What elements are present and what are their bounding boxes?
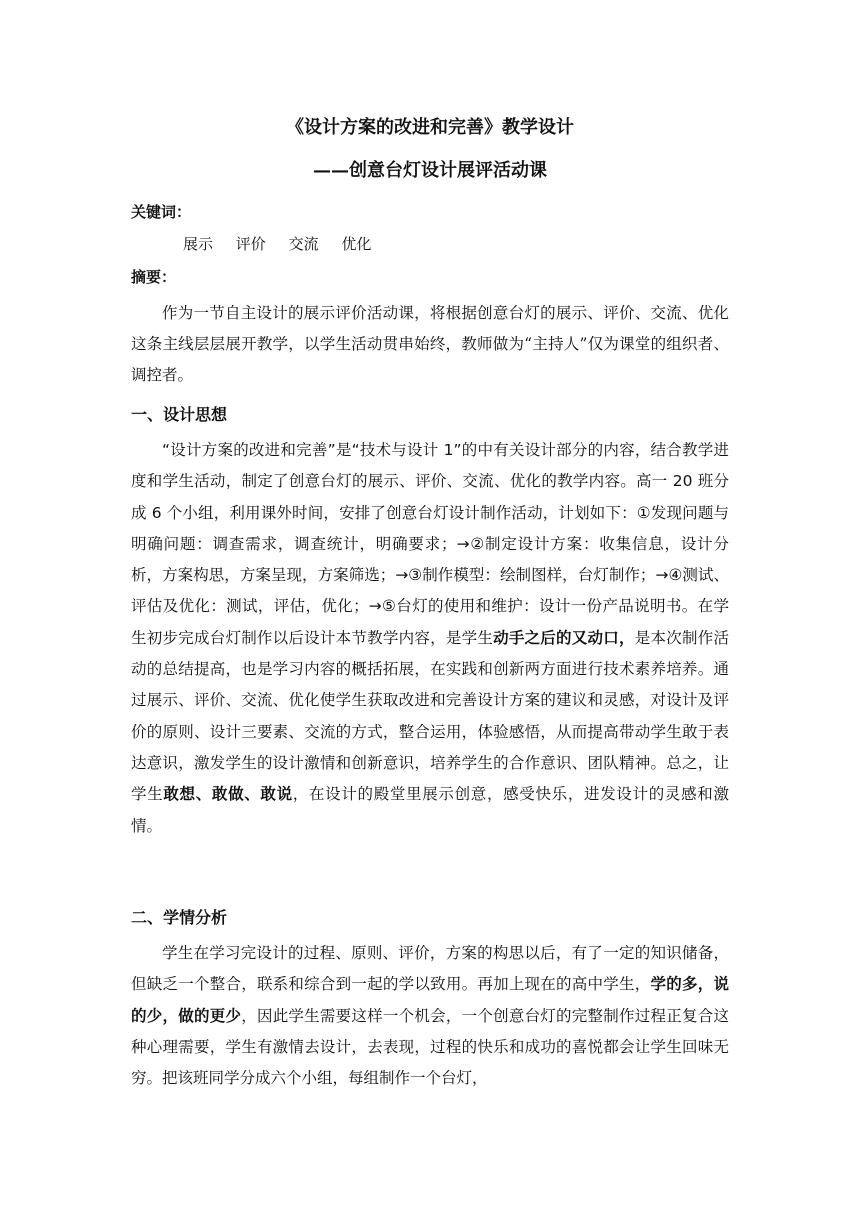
keyword-item: 评价	[235, 235, 266, 253]
body-text: 是本次制作活动的总结提高，也是学习内容的概括拓展，在实践和创新两方面进行技术素养培养。通过展示、评价、交流、优化使学生获取改进和完善设计方案的建议和灵感，对设计及评价的原则、设计三要素、交流的方式，整合运用，体验感悟，从而提高带动学生敢于表达意识，激发学生的设计激情和创新意识，培养学生的合作意识、团队精神。总之，让学生	[131, 628, 729, 804]
body-text: 学生在学习完设计的过程、原则、评价，方案的构思以后，有了一定的知识储备，但缺乏一个整合，联系和综合到一起的学以致用。再加上现在的高中学生，	[131, 944, 729, 994]
emphasis-text: 学的多，说的少，做的更少	[131, 975, 729, 1025]
emphasis-text: 动手之后的又动口，	[493, 628, 635, 647]
document-subtitle: ——创意台灯设计展评活动课	[313, 160, 547, 181]
section-body-student-analysis	[131, 938, 729, 1094]
section-heading-student-analysis: 二、学情分析	[131, 908, 228, 927]
keyword-item: 优化	[341, 235, 372, 253]
section-body-design-idea	[131, 435, 729, 842]
emphasis-text: 敢想、敢做、敢说	[163, 785, 293, 804]
section-heading-design-idea: 一、设计思想	[131, 405, 228, 424]
body-text: ，在设计的殿堂里展示创意，感受快乐，进发设计的灵感和激情。	[131, 785, 729, 835]
keywords-label: 关键词：	[131, 203, 192, 221]
body-text: “设计方案的改进和完善”是“技术与设计 1”的中有关设计部分的内容，结合教学进度和学生活动，制定了创意台灯的展示、评价、交流、优化的教学内容。高一 20 班分成 6 个小组，利用课外时间，安排了创意台灯设计制作活动，计划如下：①发现问题与明确问题：调查需求，调查统计，明确要求；→②制定设计方案：收集信息，设计分析，方案构思，方案呈现，方案筛选；→③制作模型：绘制图样，台灯制作；→④测试、评估及优化：测试，评估，优化；→⑤台灯的使用和维护：设计一份产品说明书。在学生初步完成台灯制作以后设计本节教学内容，是学生	[131, 441, 729, 647]
abstract-label: 摘要：	[131, 268, 177, 286]
keywords-list	[183, 232, 389, 256]
keyword-item: 展示	[183, 235, 214, 253]
body-text: ，因此学生需要这样一个机会，一个创意台灯的完整制作过程正复合这种心理需要，学生有激情去设计，去表现，过程的快乐和成功的喜悦都会让学生回味无穷。把该班同学分成六个小组，每组制作一个台灯，	[131, 1006, 729, 1088]
keyword-item: 交流	[288, 235, 319, 253]
document-title: 《设计方案的改进和完善》教学设计	[286, 117, 574, 138]
abstract-text: 作为一节自主设计的展示评价活动课，将根据创意台灯的展示、评价、交流、优化这条主线层层展开教学，以学生活动贯串始终，教师做为“主持人”仅为课堂的组织者、调控者。	[131, 304, 729, 384]
